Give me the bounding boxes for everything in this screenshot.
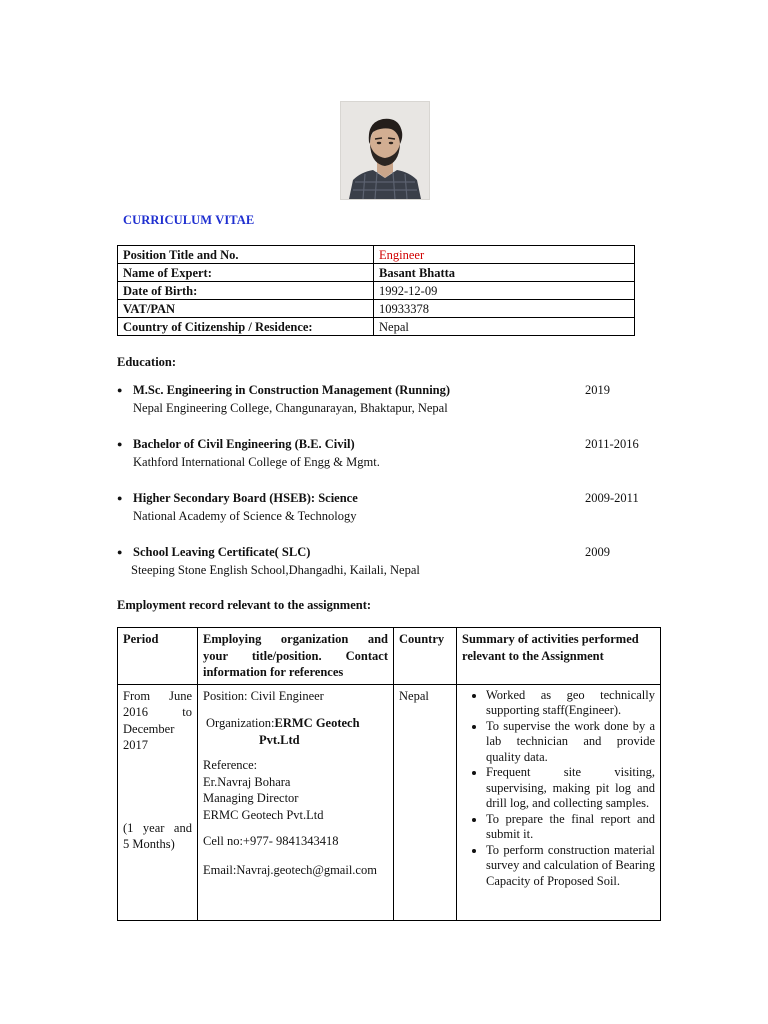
info-row-country — [118, 318, 635, 336]
bullet-icon: ● — [117, 439, 123, 449]
profile-photo — [340, 101, 430, 200]
school: Steeping Stone English School,Dhangadhi, Kailali, Nepal — [131, 563, 420, 577]
info-value: 1992-12-09 — [374, 282, 635, 300]
info-row-dob — [118, 282, 635, 300]
degree: M.Sc. Engineering in Construction Management (Running) — [133, 383, 451, 397]
organization-label: Organization: — [206, 716, 275, 730]
reference-email: Email:Navraj.geotech@gmail.com — [203, 862, 377, 877]
school: Nepal Engineering College, Changunarayan, Bhaktapur, Nepal — [133, 401, 448, 415]
reference-label: Reference: — [203, 758, 258, 772]
document-title: CURRICULUM VITAE — [123, 213, 255, 227]
info-label: Position Title and No. — [118, 246, 374, 264]
employment-heading: Employment record relevant to the assignment: — [117, 598, 372, 612]
degree: Higher Secondary Board (HSEB): Science — [133, 491, 358, 505]
degree: Bachelor of Civil Engineering (B.E. Civil) — [133, 437, 355, 451]
header-organization — [198, 628, 394, 685]
degree: School Leaving Certificate( SLC) — [133, 545, 311, 559]
organization-cell — [198, 684, 394, 920]
bullet-icon: ● — [117, 385, 123, 395]
duration-line: 5 Months) — [123, 837, 175, 851]
activity-item: • Frequent site visiting, supervising, making pit log and drill log, and collecting samples. — [486, 765, 655, 812]
info-value: Basant Bhatta — [374, 264, 635, 282]
info-label: Date of Birth: — [118, 282, 374, 300]
activities-list — [462, 688, 655, 890]
organization-line — [203, 715, 388, 732]
personal-info-table — [117, 245, 635, 336]
organization-name-cont: Pvt.Ltd — [259, 732, 300, 747]
bullet-icon: ● — [117, 547, 123, 557]
year: 2019 — [585, 383, 610, 397]
employment-table — [117, 627, 661, 921]
period-line: December — [123, 721, 175, 736]
info-row-name — [118, 264, 635, 282]
header-org-line: information for references — [203, 665, 344, 679]
activities-cell — [457, 684, 661, 920]
info-label: VAT/PAN — [118, 300, 374, 318]
year: 2009-2011 — [585, 491, 639, 505]
info-row-vat — [118, 300, 635, 318]
header-org-line: your title/position. Contact — [203, 648, 388, 663]
period-line: From June — [123, 688, 192, 703]
activity-item: • Worked as geo technically supporting staff(Engineer). — [486, 688, 655, 719]
header-summary — [457, 628, 661, 685]
country-cell: Nepal — [394, 684, 457, 920]
spacer — [123, 754, 192, 820]
info-value: Engineer — [374, 246, 635, 264]
activity-item: • To perform construction material survey and calculation of Bearing Capacity of Proposed Soil. — [486, 843, 655, 890]
header-country: Country — [394, 628, 457, 685]
header-summary-line: Summary of activities performed — [462, 632, 639, 646]
activity-item: • To supervise the work done by a lab technician and provide quality data. — [486, 719, 655, 766]
header-period: Period — [118, 628, 198, 685]
info-value: Nepal — [374, 318, 635, 336]
organization-name: ERMC Geotech — [274, 716, 360, 730]
year: 2011-2016 — [585, 437, 639, 451]
bullet-icon: ● — [117, 493, 123, 503]
header-org-line: Employing organization and — [203, 632, 388, 646]
reference-name: Er.Navraj Bohara — [203, 774, 291, 789]
duration-line: (1 year and — [123, 820, 192, 835]
header-summary-line: relevant to the Assignment — [462, 648, 604, 663]
period-cell — [118, 684, 198, 920]
school: Kathford International College of Engg & Mgmt. — [133, 455, 380, 469]
employment-row — [118, 684, 661, 920]
info-row-position — [118, 246, 635, 264]
reference-title: Managing Director — [203, 791, 299, 805]
period-line: 2017 — [123, 738, 148, 752]
info-value: 10933378 — [374, 300, 635, 318]
school: National Academy of Science & Technology — [133, 509, 357, 523]
reference-phone: Cell no:+977- 9841343418 — [203, 834, 339, 848]
employment-header-row — [118, 628, 661, 685]
info-label: Country of Citizenship / Residence: — [118, 318, 374, 336]
info-label: Name of Expert: — [118, 264, 374, 282]
position: Position: Civil Engineer — [203, 688, 324, 703]
reference-organization: ERMC Geotech Pvt.Ltd — [203, 807, 324, 822]
education-heading: Education: — [117, 355, 177, 369]
year: 2009 — [585, 545, 610, 559]
activity-item: • To prepare the final report and submit it. — [486, 812, 655, 843]
period-line: 2016 to — [123, 705, 192, 719]
